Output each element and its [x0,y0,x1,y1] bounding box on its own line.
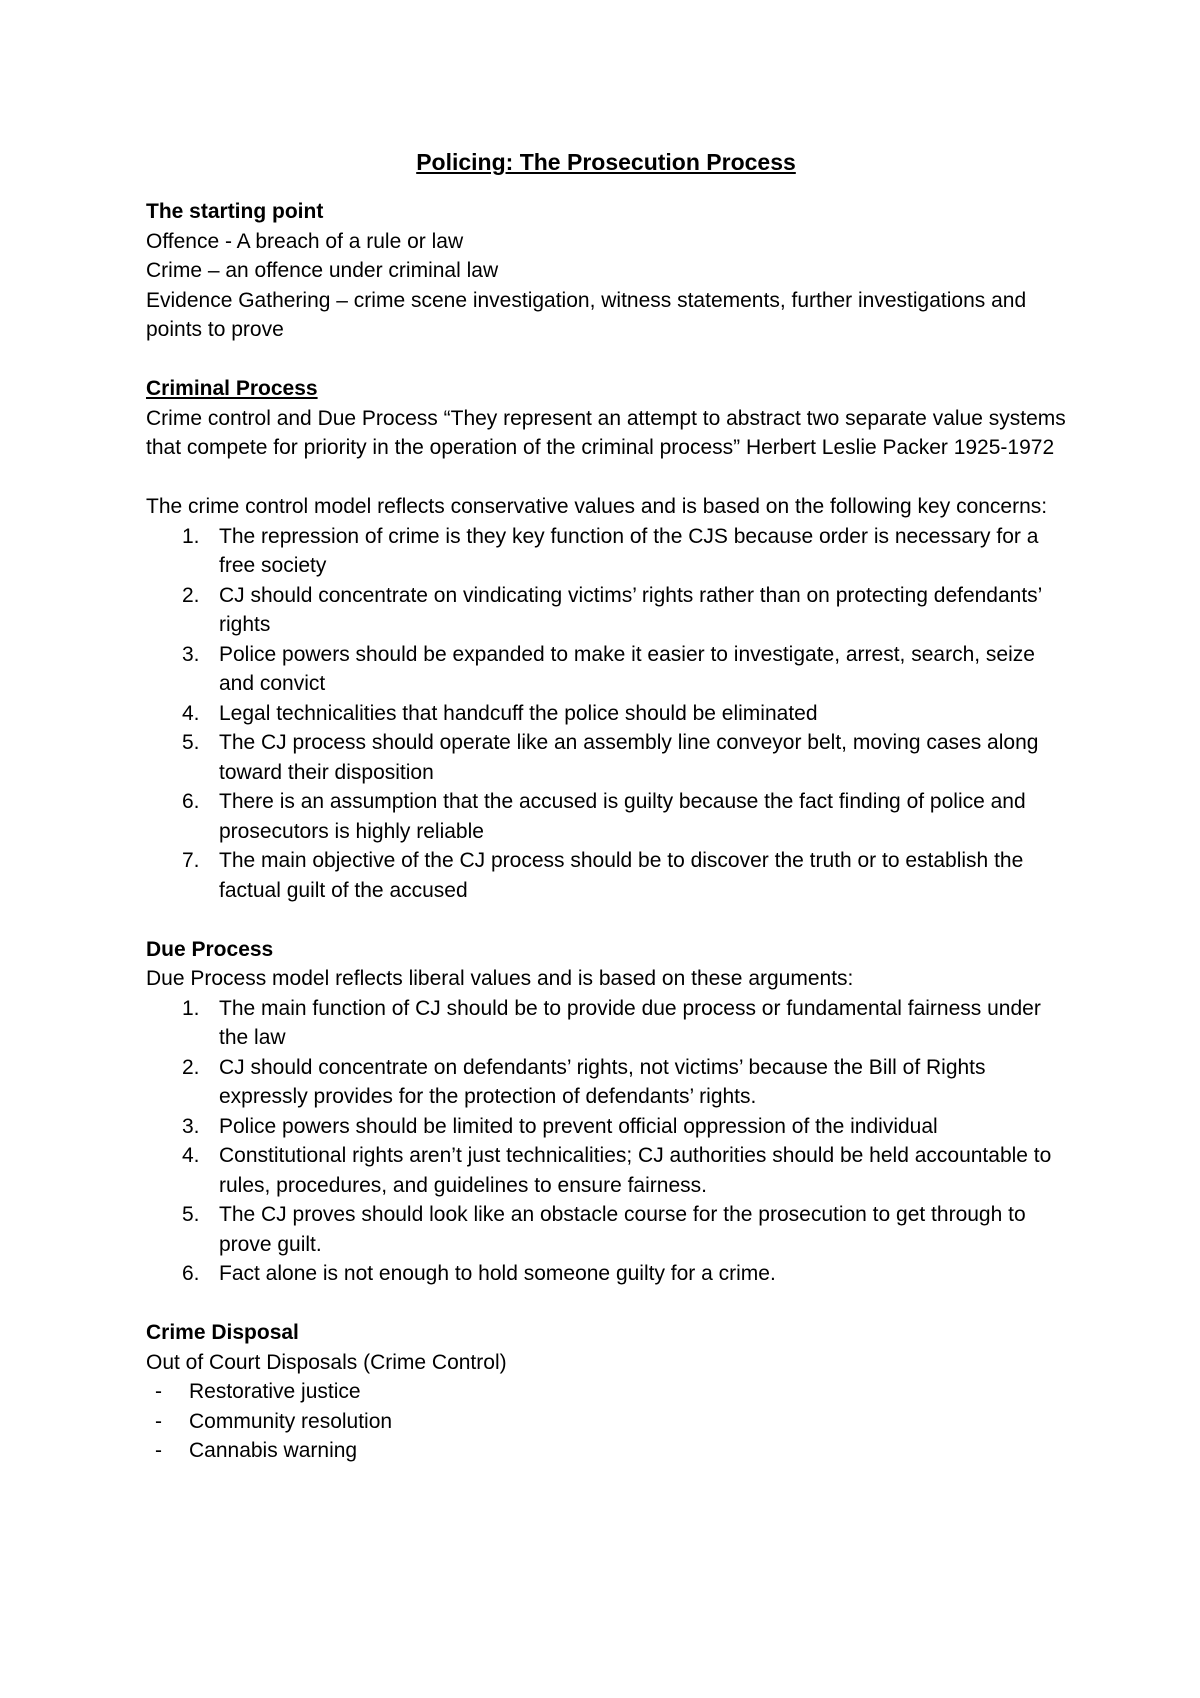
list-item-text: Fact alone is not enough to hold someone guilty for a crime. [219,1262,776,1285]
list-item [146,1112,1066,1142]
list-item [146,1407,1066,1437]
list-item [146,728,1066,787]
list-number: 4. [182,1144,200,1167]
list-item [146,699,1066,729]
list-item-text: The repression of crime is they key function of the CJS because order is necessary for a free society [219,524,1039,577]
section-heading: Due Process [146,937,274,961]
list-number: 5. [182,731,200,754]
list-item [146,640,1066,699]
list-item [146,581,1066,640]
section-crime-disposal [146,1318,1066,1466]
list-number: 7. [182,849,200,872]
list-item-text: Restorative justice [189,1380,361,1403]
section-starting-point [146,197,1066,345]
section-criminal-process [146,374,1066,905]
dash-bullet: - [155,1409,162,1433]
list-item-text: CJ should concentrate on vindicating victims’ rights rather than on protecting defendants’ rights [219,583,1042,636]
list-item [146,846,1066,905]
crime-control-intro: The crime control model reflects conservative values and is based on the following key concerns: [146,495,1048,518]
packer-quote: Crime control and Due Process “They represent an attempt to abstract two separate value systems that compete for priority in the operation of the criminal process” Herbert Leslie Packer 1925-1972 [146,406,1066,459]
list-item-text: The CJ process should operate like an assembly line conveyor belt, moving cases along toward their disposition [219,731,1039,784]
crime-disposal-intro: Out of Court Disposals (Crime Control) [146,1350,507,1374]
list-item-text: Police powers should be expanded to make it easier to investigate, arrest, search, seize and convict [219,642,1035,695]
list-item-text: Community resolution [189,1409,393,1433]
definition-evidence-gathering: Evidence Gathering – crime scene investigation, witness statements, further investigations and points to prove [146,288,1027,341]
list-item [146,522,1066,581]
list-item-text: Constitutional rights aren’t just technicalities; CJ authorities should be held accountable to rules, procedures, and guidelines to ensure fairness. [219,1144,1052,1197]
list-number: 6. [182,790,200,813]
list-number: 3. [182,642,200,666]
document-title: Policing: The Prosecution Process [416,149,796,175]
list-item-text: The main objective of the CJ process should be to discover the truth or to establish the factual guilt of the accused [219,849,1024,902]
list-number: 6. [182,1262,200,1285]
list-number: 4. [182,701,200,725]
list-number: 1. [182,524,200,548]
list-item-text: CJ should concentrate on defendants’ rights, not victims’ because the Bill of Rights expressly provides for the protection of defendants’ rights. [219,1055,986,1108]
list-item [146,1053,1066,1112]
section-due-process [146,935,1066,1289]
crime-control-list [146,522,1066,906]
due-process-intro: Due Process model reflects liberal values and is based on these arguments: [146,967,854,990]
list-item-text: The CJ proves should look like an obstacle course for the prosecution to get through to prove guilt. [219,1203,1026,1256]
list-item [146,787,1066,846]
document-body [146,147,1066,1466]
list-number: 2. [182,1055,200,1079]
list-item [146,1436,1066,1466]
list-item-text: Police powers should be limited to prevent official oppression of the individual [219,1114,938,1138]
section-heading: Criminal Process [146,377,318,400]
list-item-text: Legal technicalities that handcuff the police should be eliminated [219,701,818,725]
list-item [146,1377,1066,1407]
list-item [146,994,1066,1053]
list-number: 1. [182,996,200,1020]
list-item [146,1141,1066,1200]
list-item-text: Cannabis warning [189,1439,358,1462]
list-item-text: There is an assumption that the accused is guilty because the fact finding of police and prosecutors is highly reliable [219,790,1026,843]
section-heading: The starting point [146,200,324,223]
definition-crime: Crime – an offence under criminal law [146,259,499,282]
list-item [146,1200,1066,1259]
dash-bullet: - [155,1439,162,1462]
section-heading: Crime Disposal [146,1321,299,1344]
list-item [146,1259,1066,1289]
list-item-text: The main function of CJ should be to provide due process or fundamental fairness under the law [219,996,1041,1049]
due-process-list [146,994,1066,1289]
definition-offence: Offence - A breach of a rule or law [146,229,464,253]
list-number: 3. [182,1114,200,1138]
list-number: 5. [182,1203,200,1226]
disposal-list [146,1377,1066,1466]
dash-bullet: - [155,1380,162,1403]
list-number: 2. [182,583,200,607]
